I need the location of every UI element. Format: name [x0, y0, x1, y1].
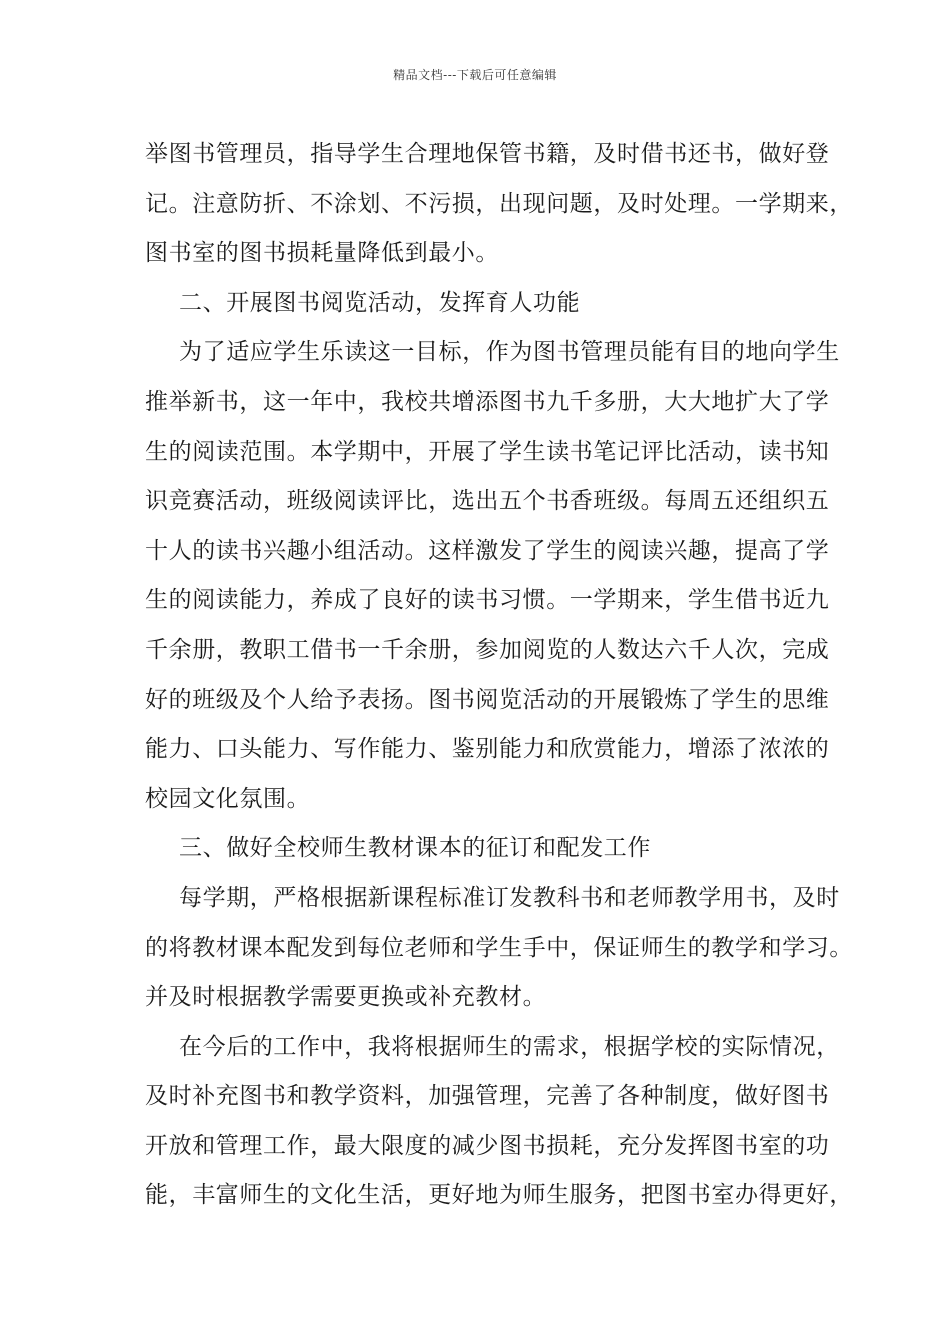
text-line: 推举新书，这一年中，我校共增添图书九千多册，大大地扩大了学 — [145, 388, 830, 415]
text-line: 好的班级及个人给予表扬。图书阅览活动的开展锻炼了学生的思维 — [145, 686, 830, 713]
text-line: 能，丰富师生的文化生活，更好地为师生服务，把图书室办得更好， — [145, 1182, 853, 1209]
text-line: 在今后的工作中，我将根据师生的需求，根据学校的实际情况， — [179, 1033, 840, 1060]
text-line: 生的阅读范围。本学期中，开展了学生读书笔记评比活动，读书知 — [145, 438, 830, 465]
text-line: 十人的读书兴趣小组活动。这样激发了学生的阅读兴趣，提高了学 — [145, 537, 830, 564]
text-line: 三、做好全校师生教材课本的征订和配发工作 — [179, 835, 651, 862]
text-line: 千余册，教职工借书一千余册，参加阅览的人数达六千人次，完成 — [145, 636, 830, 663]
text-line: 开放和管理工作，最大限度的减少图书损耗，充分发挥图书室的功 — [145, 1132, 830, 1159]
text-line: 及时补充图书和教学资料，加强管理，完善了各种制度，做好图书 — [145, 1083, 830, 1110]
document-body — [145, 130, 853, 1221]
text-line: 识竞赛活动，班级阅读评比，选出五个书香班级。每周五还组织五 — [145, 488, 830, 515]
text-line: 并及时根据教学需要更换或补充教材。 — [145, 984, 547, 1011]
text-line: 校园文化氛围。 — [145, 785, 311, 812]
text-line: 举图书管理员，指导学生合理地保管书籍，及时借书还书，做好登 — [145, 141, 830, 167]
text-line: 为了适应学生乐读这一目标，作为图书管理员能有目的地向学生 — [179, 339, 840, 366]
text-line: 的将教材课本配发到每位老师和学生手中，保证师生的教学和学习。 — [145, 934, 853, 961]
page-header: 精品文档---下载后可任意编辑 — [393, 68, 557, 82]
text-line: 能力、口头能力、写作能力、鉴别能力和欣赏能力，增添了浓浓的 — [145, 736, 830, 763]
text-line: 生的阅读能力，养成了良好的读书习惯。一学期来，学生借书近九 — [145, 587, 830, 614]
text-line: 二、开展图书阅览活动，发挥育人功能 — [179, 289, 581, 316]
text-line: 图书室的图书损耗量降低到最小。 — [145, 240, 499, 267]
text-line: 记。注意防折、不涂划、不污损，出现问题，及时处理。一学期来， — [145, 190, 853, 217]
text-line: 每学期，严格根据新课程标准订发教科书和老师教学用书，及时 — [179, 884, 840, 911]
